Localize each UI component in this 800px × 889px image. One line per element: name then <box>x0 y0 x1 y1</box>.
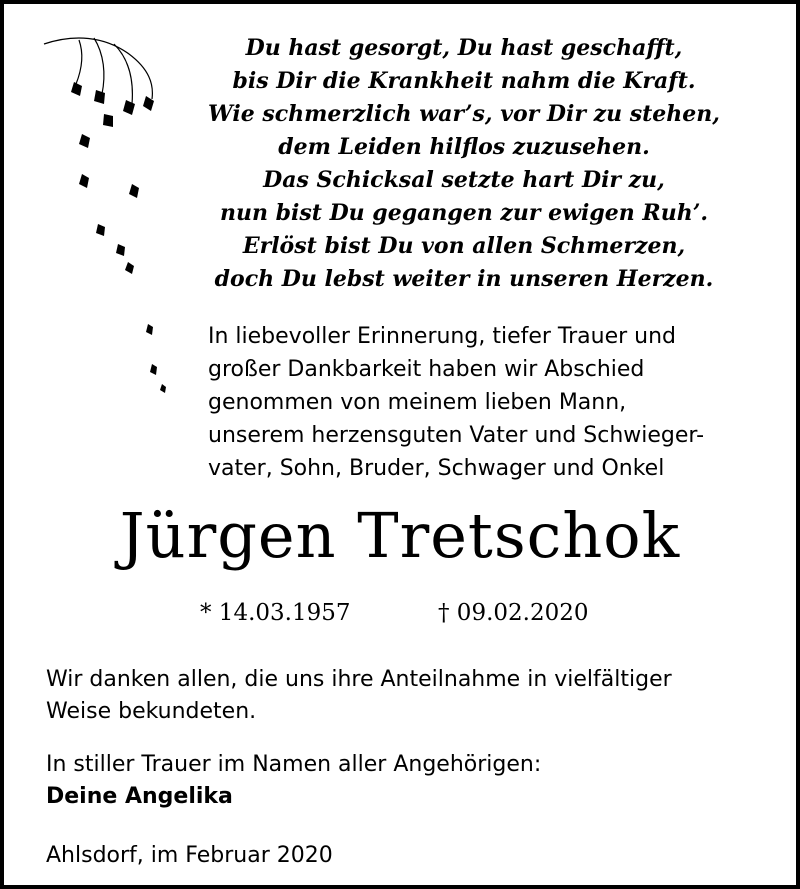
thanks-line: Wir danken allen, die uns ihre Anteilnahme in vielfältiger <box>46 667 672 692</box>
intro-line: genommen von meinem lieben Mann, <box>208 390 627 415</box>
death-date: † 09.02.2020 <box>438 600 589 626</box>
poem-line: Wie schmerzlich war’s, vor Dir zu stehen, <box>208 101 720 127</box>
poem-line: Du hast gesorgt, Du hast geschafft, <box>245 35 683 61</box>
deceased-name: Jürgen Tretschok <box>119 499 681 572</box>
intro-line: vater, Sohn, Bruder, Schwager und Onkel <box>208 456 665 481</box>
thanks-line: Weise bekundeten. <box>46 699 257 724</box>
closing-line: In stiller Trauer im Namen aller Angehörigen: <box>46 752 542 777</box>
falling-leaves-icon <box>34 24 184 404</box>
poem-line: doch Du lebst weiter in unseren Herzen. <box>214 266 714 292</box>
poem <box>184 32 744 296</box>
signer-name: Deine Angelika <box>46 784 233 809</box>
thanks-text <box>46 664 766 728</box>
place-date: Ahlsdorf, im Februar 2020 <box>46 843 333 868</box>
intro-text <box>208 320 778 485</box>
closing-block <box>46 749 766 813</box>
poem-line: bis Dir die Krankheit nahm die Kraft. <box>232 68 696 94</box>
birth-date: * 14.03.1957 <box>200 600 351 626</box>
poem-line: Erlöst bist Du von allen Schmerzen, <box>242 233 686 259</box>
poem-line: dem Leiden hilflos zuzusehen. <box>278 134 650 160</box>
poem-line: Das Schicksal setzte hart Dir zu, <box>263 167 665 193</box>
intro-line: großer Dankbarkeit haben wir Abschied <box>208 357 645 382</box>
poem-line: nun bist Du gegangen zur ewigen Ruh’. <box>219 200 709 226</box>
intro-line: In liebevoller Erinnerung, tiefer Trauer und <box>208 324 677 349</box>
intro-line: unserem herzensguten Vater und Schwieger- <box>208 423 705 448</box>
